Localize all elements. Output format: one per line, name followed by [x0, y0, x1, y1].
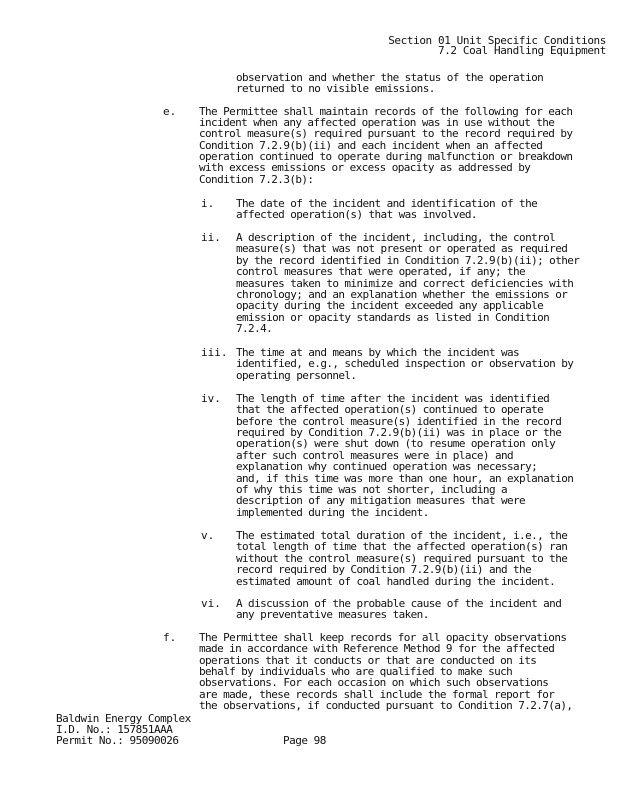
- subitem-v-marker: v.: [201, 529, 215, 542]
- footer-facility-name: Baldwin Energy Complex: [56, 712, 191, 725]
- item-e-line: control measure(s) required pursuant to the record required by: [199, 127, 573, 140]
- item-f-marker: f.: [163, 631, 177, 644]
- item-e-line: Condition 7.2.9(b)(ii) and each incident when an affected: [199, 139, 543, 152]
- footer-permit-number: Permit No.: 95090026: [56, 734, 179, 747]
- subitem-ii-line: A description of the incident, including, the control: [236, 231, 556, 244]
- subitem-iii-line: identified, e.g., scheduled inspection or observation by: [236, 357, 574, 370]
- subitem-ii-line: emission or opacity standards as listed in Condition: [236, 311, 550, 324]
- subitem-ii-line: by the record identified in Condition 7.2.9(b)(ii); other: [236, 254, 580, 267]
- subitem-vi-line: A discussion of the probable cause of the incident and: [236, 597, 562, 610]
- subitem-ii-line: measure(s) that was not present or operated as required: [236, 242, 568, 255]
- subitem-iv-line: operation(s) were shut down (to resume operation only: [236, 437, 556, 450]
- item-f-line: made in accordance with Reference Method 9 for the affected: [199, 642, 555, 655]
- subitem-i-line: affected operation(s) that was involved.: [236, 208, 477, 221]
- subitem-vi-line: any preventative measures taken.: [236, 608, 429, 621]
- subitem-ii-line: 7.2.4.: [236, 322, 273, 335]
- subitem-v-line: without the control measure(s) required pursuant to the: [236, 552, 568, 565]
- subitem-ii-marker: ii.: [201, 231, 221, 244]
- intro-line: returned to no visible emissions.: [236, 82, 435, 95]
- item-f-line: The Permittee shall keep records for all opacity observations: [199, 631, 567, 644]
- item-e-line: The Permittee shall maintain records of the following for each: [199, 105, 573, 118]
- footer-page-number: Page 98: [283, 734, 326, 747]
- item-e-line: operation continued to operate during malfunction or breakdown: [199, 150, 573, 163]
- footer-id-number: I.D. No.: 157851AAA: [56, 723, 173, 736]
- subitem-iv-line: The length of time after the incident was identified: [236, 392, 550, 405]
- subitem-ii-line: measures taken to minimize and correct deficiencies with: [236, 277, 574, 290]
- header-subsection-title: 7.2 Coal Handling Equipment: [437, 44, 606, 57]
- item-e-line: with excess emissions or excess opacity as addressed by: [199, 161, 531, 174]
- subitem-iii-marker: iii.: [201, 346, 228, 359]
- item-e-marker: e.: [163, 105, 177, 118]
- item-f-line: operations that it conducts or that are conducted on its: [199, 654, 537, 667]
- subitem-iii-line: The time at and means by which the incident was: [236, 346, 520, 359]
- subitem-iii-line: operating personnel.: [236, 369, 357, 382]
- subitem-ii-line: control measures that were operated, if any; the: [236, 265, 526, 278]
- subitem-ii-line: chronology; and an explanation whether the emissions or: [236, 288, 568, 301]
- subitem-iv-line: implemented during the incident.: [236, 506, 429, 519]
- subitem-i-line: The date of the incident and identification of the: [236, 197, 538, 210]
- subitem-v-line: total length of time that the affected operation(s) ran: [236, 540, 568, 553]
- item-e-line: Condition 7.2.3(b):: [199, 173, 314, 186]
- subitem-iv-line: and, if this time was more than one hour, an explanation: [236, 472, 574, 485]
- subitem-v-line: record required by Condition 7.2.9(b)(ii) and the: [236, 563, 532, 576]
- header-section-title: Section 01 Unit Specific Conditions: [388, 34, 606, 47]
- subitem-iv-line: of why this time was not shorter, including a: [236, 483, 508, 496]
- subitem-iv-line: explanation why continued operation was necessary;: [236, 460, 538, 473]
- item-f-line: behalf by individuals who are qualified to make such: [199, 665, 513, 678]
- subitem-iv-line: that the affected operation(s) continued to operate: [236, 403, 544, 416]
- item-e-line: incident when any affected operation was in use without the: [199, 116, 555, 129]
- subitem-vi-marker: vi.: [201, 597, 221, 610]
- subitem-iv-line: description of any mitigation measures that were: [236, 494, 526, 507]
- item-f-line: are made, these records shall include the formal report for: [199, 688, 555, 701]
- subitem-iv-line: required by Condition 7.2.9(b)(ii) was in place or the: [236, 426, 562, 439]
- subitem-v-line: estimated amount of coal handled during the incident.: [236, 575, 556, 588]
- subitem-i-marker: i.: [201, 197, 215, 210]
- subitem-iv-marker: iv.: [201, 392, 221, 405]
- subitem-v-line: The estimated total duration of the incident, i.e., the: [236, 529, 568, 542]
- item-f-line: observations. For each occasion on which such observations: [199, 676, 549, 689]
- subitem-iv-line: after such control measures were in place) and: [236, 449, 514, 462]
- item-f-line: the observations, if conducted pursuant to Condition 7.2.7(a),: [199, 699, 573, 712]
- subitem-ii-line: opacity during the incident exceeded any applicable: [236, 299, 544, 312]
- intro-line: observation and whether the status of the operation: [236, 71, 544, 84]
- subitem-iv-line: before the control measure(s) identified in the record: [236, 415, 562, 428]
